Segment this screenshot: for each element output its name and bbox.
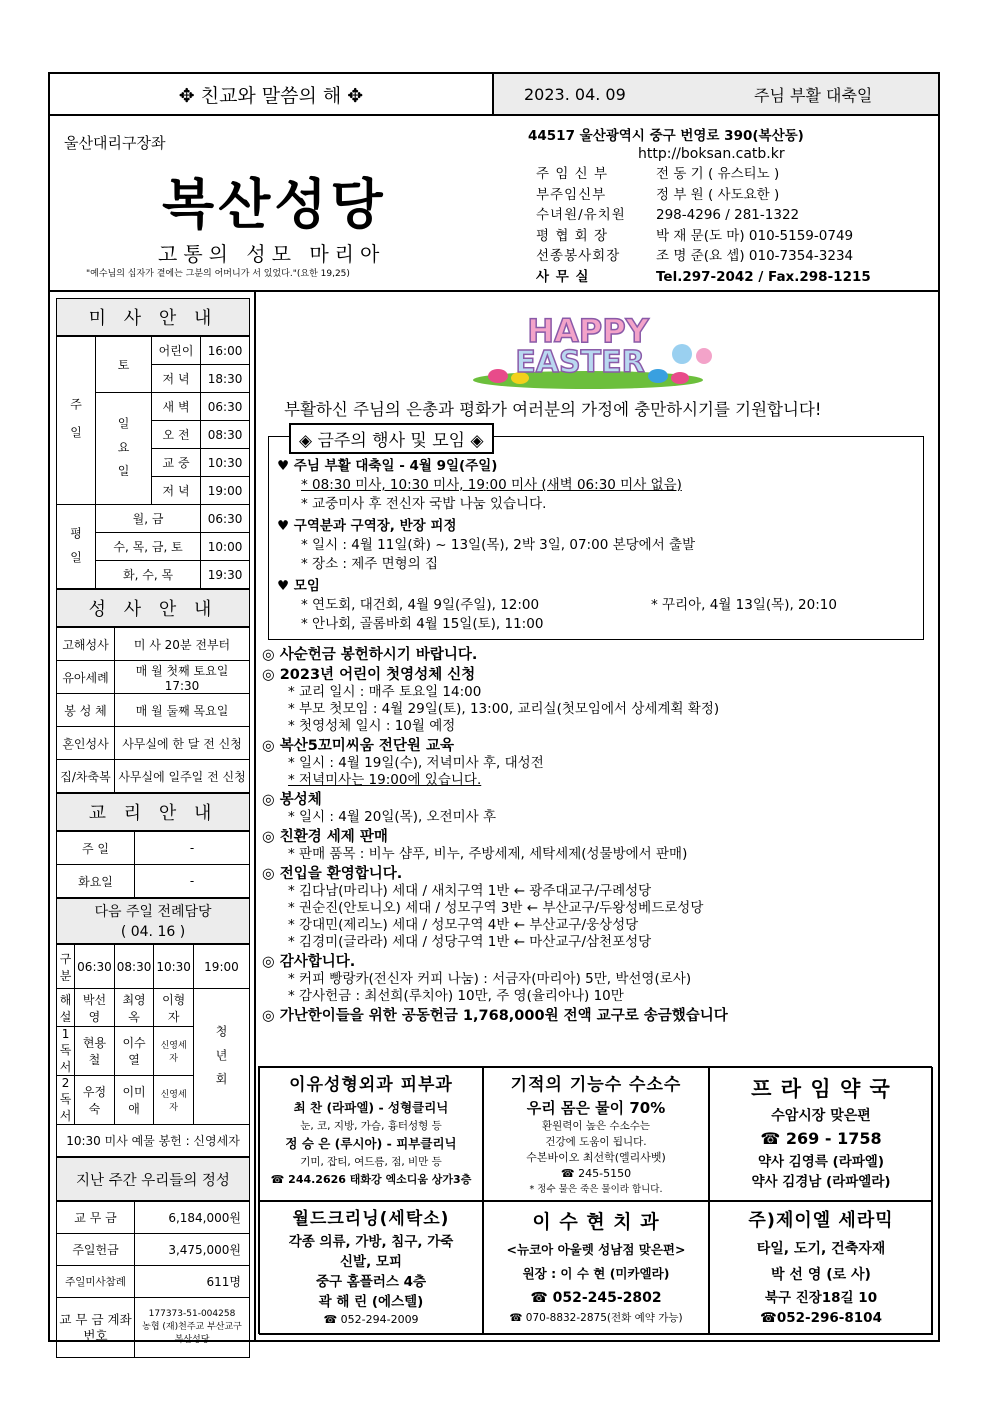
catechism-value: -: [135, 865, 250, 898]
notice-item: * 교리 일시 : 매주 토요일 14:00: [288, 684, 482, 700]
ad-line: ☎ 052-294-2009: [323, 1313, 419, 1326]
liturgy-role: 2독서: [57, 1076, 75, 1125]
account-info: [135, 1298, 250, 1358]
weekday-days: 수, 목, 금, 토: [96, 533, 201, 561]
ad-line: 최 찬 (라파엘) - 성형클리닉: [293, 1100, 449, 1115]
ad-line: ☎ 269 - 1758: [760, 1129, 882, 1148]
masthead: [48, 114, 940, 292]
sacrament-name: 집/차축복: [57, 760, 115, 793]
contact-value: 298-4296 / 281-1322: [656, 207, 800, 223]
contact-value: 조 명 준(요 셉) 010-7354-3234: [656, 248, 854, 264]
ad-line: 약사 김경남 (라파엘라): [751, 1174, 891, 1190]
ad-line: 중구 홈플러스 4층: [315, 1274, 427, 1290]
offering-name: 주일헌금: [57, 1234, 135, 1266]
event-heading: ♥ 구역분과 구역장, 반장 피정: [277, 518, 457, 534]
notice-item: * 부모 첫모임 : 4월 29일(토), 13:00, 교리실(첫모임에서 상세계획 확정): [288, 701, 720, 717]
ad-line: 환원력이 높은 수소수는: [541, 1120, 651, 1132]
liturgy-header: 08:30: [114, 945, 154, 989]
ad-line: 약사 김영륵 (라파엘): [757, 1154, 885, 1170]
ad-line: 건강에 도움이 됩니다.: [545, 1136, 647, 1148]
sunday-day-label: 일 요 일: [96, 393, 152, 505]
ad-line: 곽 해 린 (에스텔): [318, 1294, 424, 1310]
column-divider: [254, 292, 256, 1342]
event-heading: ♥ 주님 부활 대축일 - 4월 9일(주일): [277, 458, 498, 474]
notice-item: * 커피 빵랑카(전신자 커피 나눔) : 서금자(마리아) 5만, 박선영(로사): [288, 971, 692, 987]
liturgy-title: 다음 주일 전례담당: [94, 904, 212, 920]
account-number: 177373-51-004258: [148, 1309, 236, 1319]
sacrament-value: 매 월 첫째 토요일 17:30: [115, 661, 250, 694]
banner-line1: HAPPY: [527, 312, 649, 350]
mass-time: 18:30: [201, 365, 250, 393]
contact-label: 평 협 회 장: [536, 227, 609, 244]
catechism-day: 화요일: [57, 865, 135, 898]
contact-value: Tel.297-2042 / Fax.298-1215: [656, 268, 871, 285]
mass-time: 10:30: [201, 449, 250, 477]
offering-value: 3,475,000원: [135, 1234, 250, 1266]
left-column: [56, 298, 250, 1358]
mass-time: 08:30: [201, 421, 250, 449]
ad-clinic: [259, 1067, 483, 1201]
sacrament-section-title: 성 사 안 내: [56, 589, 250, 627]
ad-line: ☎ 245-5150: [560, 1167, 632, 1180]
year-motto: ✥ 친교와 말씀의 해 ✥: [50, 74, 494, 114]
ad-ceramic: [709, 1201, 933, 1335]
liturgy-person: 이수열: [114, 1027, 154, 1076]
sacrament-value: 사무실에 일주일 전 신청: [115, 760, 250, 793]
weekday-label: 평 일: [57, 505, 96, 589]
mass-name: 저 녁: [152, 477, 201, 505]
ad-line: 원장 : 이 수 현 (미카엘라): [522, 1266, 670, 1281]
ad-water: [483, 1067, 709, 1201]
contact-value: 전 동 기 ( 유스티노 ): [656, 166, 780, 182]
contact-row: [536, 226, 871, 247]
event-item: * 꾸리아, 4월 13일(목), 20:10: [651, 597, 837, 613]
notice-item: * 김다남(마리나) 세대 / 새치구역 1반 ← 광주대교구/구례성당: [288, 883, 652, 899]
notice-heading: ◎ 친환경 세제 판매: [262, 829, 388, 845]
notice-item: * 일시 : 4월 20일(목), 오전미사 후: [288, 809, 497, 825]
bible-quote: "예수님의 십자가 곁에는 그분의 어머니가 서 있었다."(요한 19,25): [86, 269, 350, 279]
sacrament-name: 고해성사: [57, 628, 115, 661]
notice-item: * 첫영성체 일시 : 10월 예정: [288, 718, 456, 734]
notice-heading: ◎ 전입을 환영합니다.: [262, 866, 403, 882]
sacrament-value: 사무실에 한 달 전 신청: [115, 727, 250, 760]
catechism-table: [56, 831, 250, 898]
offering-name: 교 무 금: [57, 1202, 135, 1234]
weekday-days: 월, 금: [96, 505, 201, 533]
church-address: 44517 울산광역시 중구 번영로 390(복산동): [528, 128, 804, 144]
event-item: * 일시 : 4월 11일(화) ~ 13일(목), 2박 3일, 07:00 본당에서 출발: [301, 537, 696, 553]
header-bar: [48, 72, 940, 116]
event-item-row: [277, 596, 917, 615]
event-item: * 08:30 미사, 10:30 미사, 19:00 미사 (새벽 06:30 미사 없음): [301, 477, 682, 493]
liturgy-table: [56, 944, 250, 1157]
church-name: 복산성당: [162, 172, 387, 236]
liturgy-youth: 청 년 회: [193, 989, 249, 1125]
sacrament-table: [56, 627, 250, 793]
contact-row: [536, 267, 871, 288]
offering-section-title: 지난 주간 우리들의 정성: [56, 1157, 250, 1201]
contact-label: 사 무 실: [536, 268, 590, 285]
ad-title: 주)제이엘 세라믹: [748, 1210, 894, 1231]
bunny-icon: [696, 348, 712, 364]
notice-item: * 저녁미사는 19:00에 있습니다.: [288, 772, 482, 788]
notice-heading: ◎ 감사합니다.: [262, 954, 356, 970]
ad-line: 눈, 코, 지방, 가슴, 흉터성형 등: [300, 1120, 442, 1132]
liturgy-person: 현용철: [75, 1027, 115, 1076]
weekday-time: 19:30: [201, 561, 250, 589]
notice-heading: ◎ 사순헌금 봉헌하시기 바랍니다.: [262, 647, 478, 663]
ad-title: 기적의 기능수 수소수: [510, 1075, 682, 1095]
feast-name: 주님 부활 대축일: [754, 85, 873, 105]
ad-line: 북구 진장18길 10: [764, 1290, 878, 1306]
sacrament-value: 매 월 둘째 목요일: [115, 694, 250, 727]
notice-item: * 판매 품목 : 비누 샴푸, 비누, 주방세제, 세탁세제(성물방에서 판매): [288, 846, 688, 862]
ad-title: 월드크리닝(세탁소): [292, 1209, 450, 1229]
ad-line: 수본바이오 최선학(엘리사벳): [526, 1151, 666, 1164]
event-heading: ♥ 모임: [277, 578, 320, 594]
sacrament-name: 봉 성 체: [57, 694, 115, 727]
ad-dental: [483, 1201, 709, 1335]
date-block: [494, 74, 938, 114]
liturgy-role: 1독서: [57, 1027, 75, 1076]
contact-row: [536, 164, 871, 185]
contact-label: 선종봉사회장: [536, 248, 621, 264]
offering-value: 611명: [135, 1266, 250, 1298]
account-label: 교 무 금 계좌번호: [57, 1298, 135, 1358]
event-item: * 교중미사 후 전신자 국밥 나눔 있습니다.: [301, 496, 547, 512]
mass-name: 어린이: [152, 337, 201, 365]
notice-heading: ◎ 가난한이들을 위한 공동헌금 1,768,000원 전액 교구로 송금했습니다: [262, 1008, 728, 1024]
sacrament-value: 미 사 20분 전부터: [115, 628, 250, 661]
event-item: * 장소 : 제주 면형의 집: [301, 556, 439, 572]
event-item: * 연도회, 대건회, 4월 9일(주일), 12:00: [301, 597, 540, 613]
ad-line: ☎052-296-8104: [760, 1310, 882, 1326]
liturgy-date: ( 04. 16 ): [120, 924, 186, 940]
notice-item: * 권순진(안토니오) 세대 / 성모구역 3반 ← 부산교구/두왕성베드로성당: [288, 900, 704, 916]
sacrament-name: 혼인성사: [57, 727, 115, 760]
ad-line: 기미, 잡티, 여드름, 점, 비만 등: [300, 1156, 442, 1168]
bunny-icon: [672, 344, 692, 364]
liturgy-person: 박선영: [75, 989, 115, 1027]
catechism-section-title: 교 리 안 내: [56, 793, 250, 831]
liturgy-person: 이형자: [154, 989, 194, 1027]
sunday-label: 주 일: [57, 337, 96, 505]
mass-time: 19:00: [201, 477, 250, 505]
ad-line: 타일, 도기, 건축자재: [756, 1241, 886, 1257]
saturday-label: 토: [96, 337, 152, 393]
ad-line: 수암시장 맞은편: [771, 1108, 871, 1124]
liturgy-person: 신영세자: [154, 1027, 194, 1076]
notice-item: * 김경미(글라라) 세대 / 성당구역 1반 ← 마산교구/삼천포성당: [288, 934, 652, 950]
liturgy-header: 구 분: [57, 945, 75, 989]
mass-time: 16:00: [201, 337, 250, 365]
account-bank: 농협 (재)천주교 부산교구 복산성당: [142, 1322, 242, 1345]
mass-schedule-table: [56, 336, 250, 589]
liturgy-note: 10:30 미사 예물 봉헌 : 신영세자: [57, 1125, 250, 1157]
ad-line: ☎ 070-8832-2875(전화 예약 가능): [509, 1312, 683, 1324]
catechism-value: -: [135, 832, 250, 865]
ad-title: 이유성형외과 피부과: [289, 1075, 453, 1095]
offering-name: 주일미사참례: [57, 1266, 135, 1298]
liturgy-person: 최영옥: [114, 989, 154, 1027]
contact-row: [536, 205, 871, 226]
church-url[interactable]: http://boksan.catb.kr: [638, 146, 785, 162]
mass-name: 오 전: [152, 421, 201, 449]
mass-name: 저 녁: [152, 365, 201, 393]
easter-banner: [458, 306, 718, 390]
weekly-events-box: [268, 431, 924, 640]
liturgy-role: 해 설: [57, 989, 75, 1027]
liturgy-header: 06:30: [75, 945, 115, 989]
ad-line: * 정수 물은 죽은 물이라 합니다.: [529, 1184, 663, 1195]
easter-greeting: 부활하신 주님의 은총과 평화가 여러분의 가정에 충만하시기를 기원합니다!: [284, 400, 822, 419]
mass-section-title: 미 사 안 내: [56, 298, 250, 336]
liturgy-person: 신영세자: [154, 1076, 194, 1125]
notice-heading: ◎ 봉성체: [262, 792, 322, 808]
event-item: * 안나회, 골롬바회 4월 15일(토), 11:00: [301, 616, 544, 632]
ad-line: 우리 몸은 물이 70%: [526, 1099, 666, 1117]
ad-line: 각종 의류, 가방, 침구, 가죽: [288, 1234, 454, 1250]
liturgy-person: 이미애: [114, 1076, 154, 1125]
notice-item: * 강대민(제리노) 세대 / 성모구역 4반 ← 부산교구/웅상성당: [288, 917, 639, 933]
ad-line: ☎ 244.2626 태화강 엑소디움 상가3층: [270, 1173, 472, 1186]
mass-name: 새 벽: [152, 393, 201, 421]
contact-value: 박 재 문(도 마) 010-5159-0749: [656, 227, 854, 244]
ad-title: 이 수 현 치 과: [532, 1211, 660, 1233]
ad-line: ☎ 052-245-2802: [530, 1290, 662, 1306]
events-body: [277, 457, 917, 634]
contact-value: 정 부 원 ( 사도요한 ): [656, 186, 780, 203]
notice-item: * 일시 : 4월 19일(수), 저녁미사 후, 대성전: [288, 755, 544, 771]
weekday-time: 06:30: [201, 505, 250, 533]
mass-time: 06:30: [201, 393, 250, 421]
mass-name: 교 중: [152, 449, 201, 477]
contact-label: 주 임 신 부: [536, 166, 609, 182]
ad-laundry: [259, 1201, 483, 1335]
banner-line2: EASTER: [515, 345, 645, 380]
ad-pharmacy: [709, 1067, 933, 1201]
issue-date: 2023. 04. 09: [524, 84, 626, 104]
liturgy-person: 우정숙: [75, 1076, 115, 1125]
ad-grid: [258, 1066, 932, 1334]
contact-row: [536, 246, 871, 267]
liturgy-header: 19:00: [193, 945, 249, 989]
offering-value: 6,184,000원: [135, 1202, 250, 1234]
notice-item: * 감사헌금 : 최선희(루치아) 10만, 주 영(율리아나) 10만: [288, 988, 624, 1004]
notice-heading: ◎ 2023년 어린이 첫영성체 신청: [262, 667, 476, 683]
liturgy-header: 10:30: [154, 945, 194, 989]
ad-line: 신발, 모피: [340, 1254, 402, 1270]
contact-list: [536, 164, 871, 287]
contact-row: [536, 185, 871, 206]
catechism-day: 주 일: [57, 832, 135, 865]
weekday-time: 10:00: [201, 533, 250, 561]
patron-saint: 고통의 성모 마리아: [158, 242, 386, 266]
ad-line: 박 선 영 (로 사): [771, 1267, 871, 1283]
sacrament-name: 유아세례: [57, 661, 115, 694]
ad-title: 프 라 임 약 국: [751, 1077, 891, 1101]
liturgy-section-title: [56, 898, 250, 944]
notice-list: [262, 644, 928, 1025]
contact-label: 부주임신부: [536, 186, 607, 203]
notice-heading: ◎ 복산5꼬미씨움 전단원 교육: [262, 738, 454, 754]
ad-line: <뉴코아 아울렛 성남점 맞은편>: [506, 1242, 686, 1257]
offering-table: [56, 1201, 250, 1358]
weekday-days: 화, 수, 목: [96, 561, 201, 589]
events-title: ◈ 금주의 행사 및 모임 ◈: [289, 423, 494, 454]
deanery: 울산대리구장좌: [64, 134, 166, 152]
ad-line: 정 승 은 (루시아) - 피부클리닉: [285, 1136, 457, 1151]
contact-label: 수녀원/유치원: [536, 207, 626, 223]
